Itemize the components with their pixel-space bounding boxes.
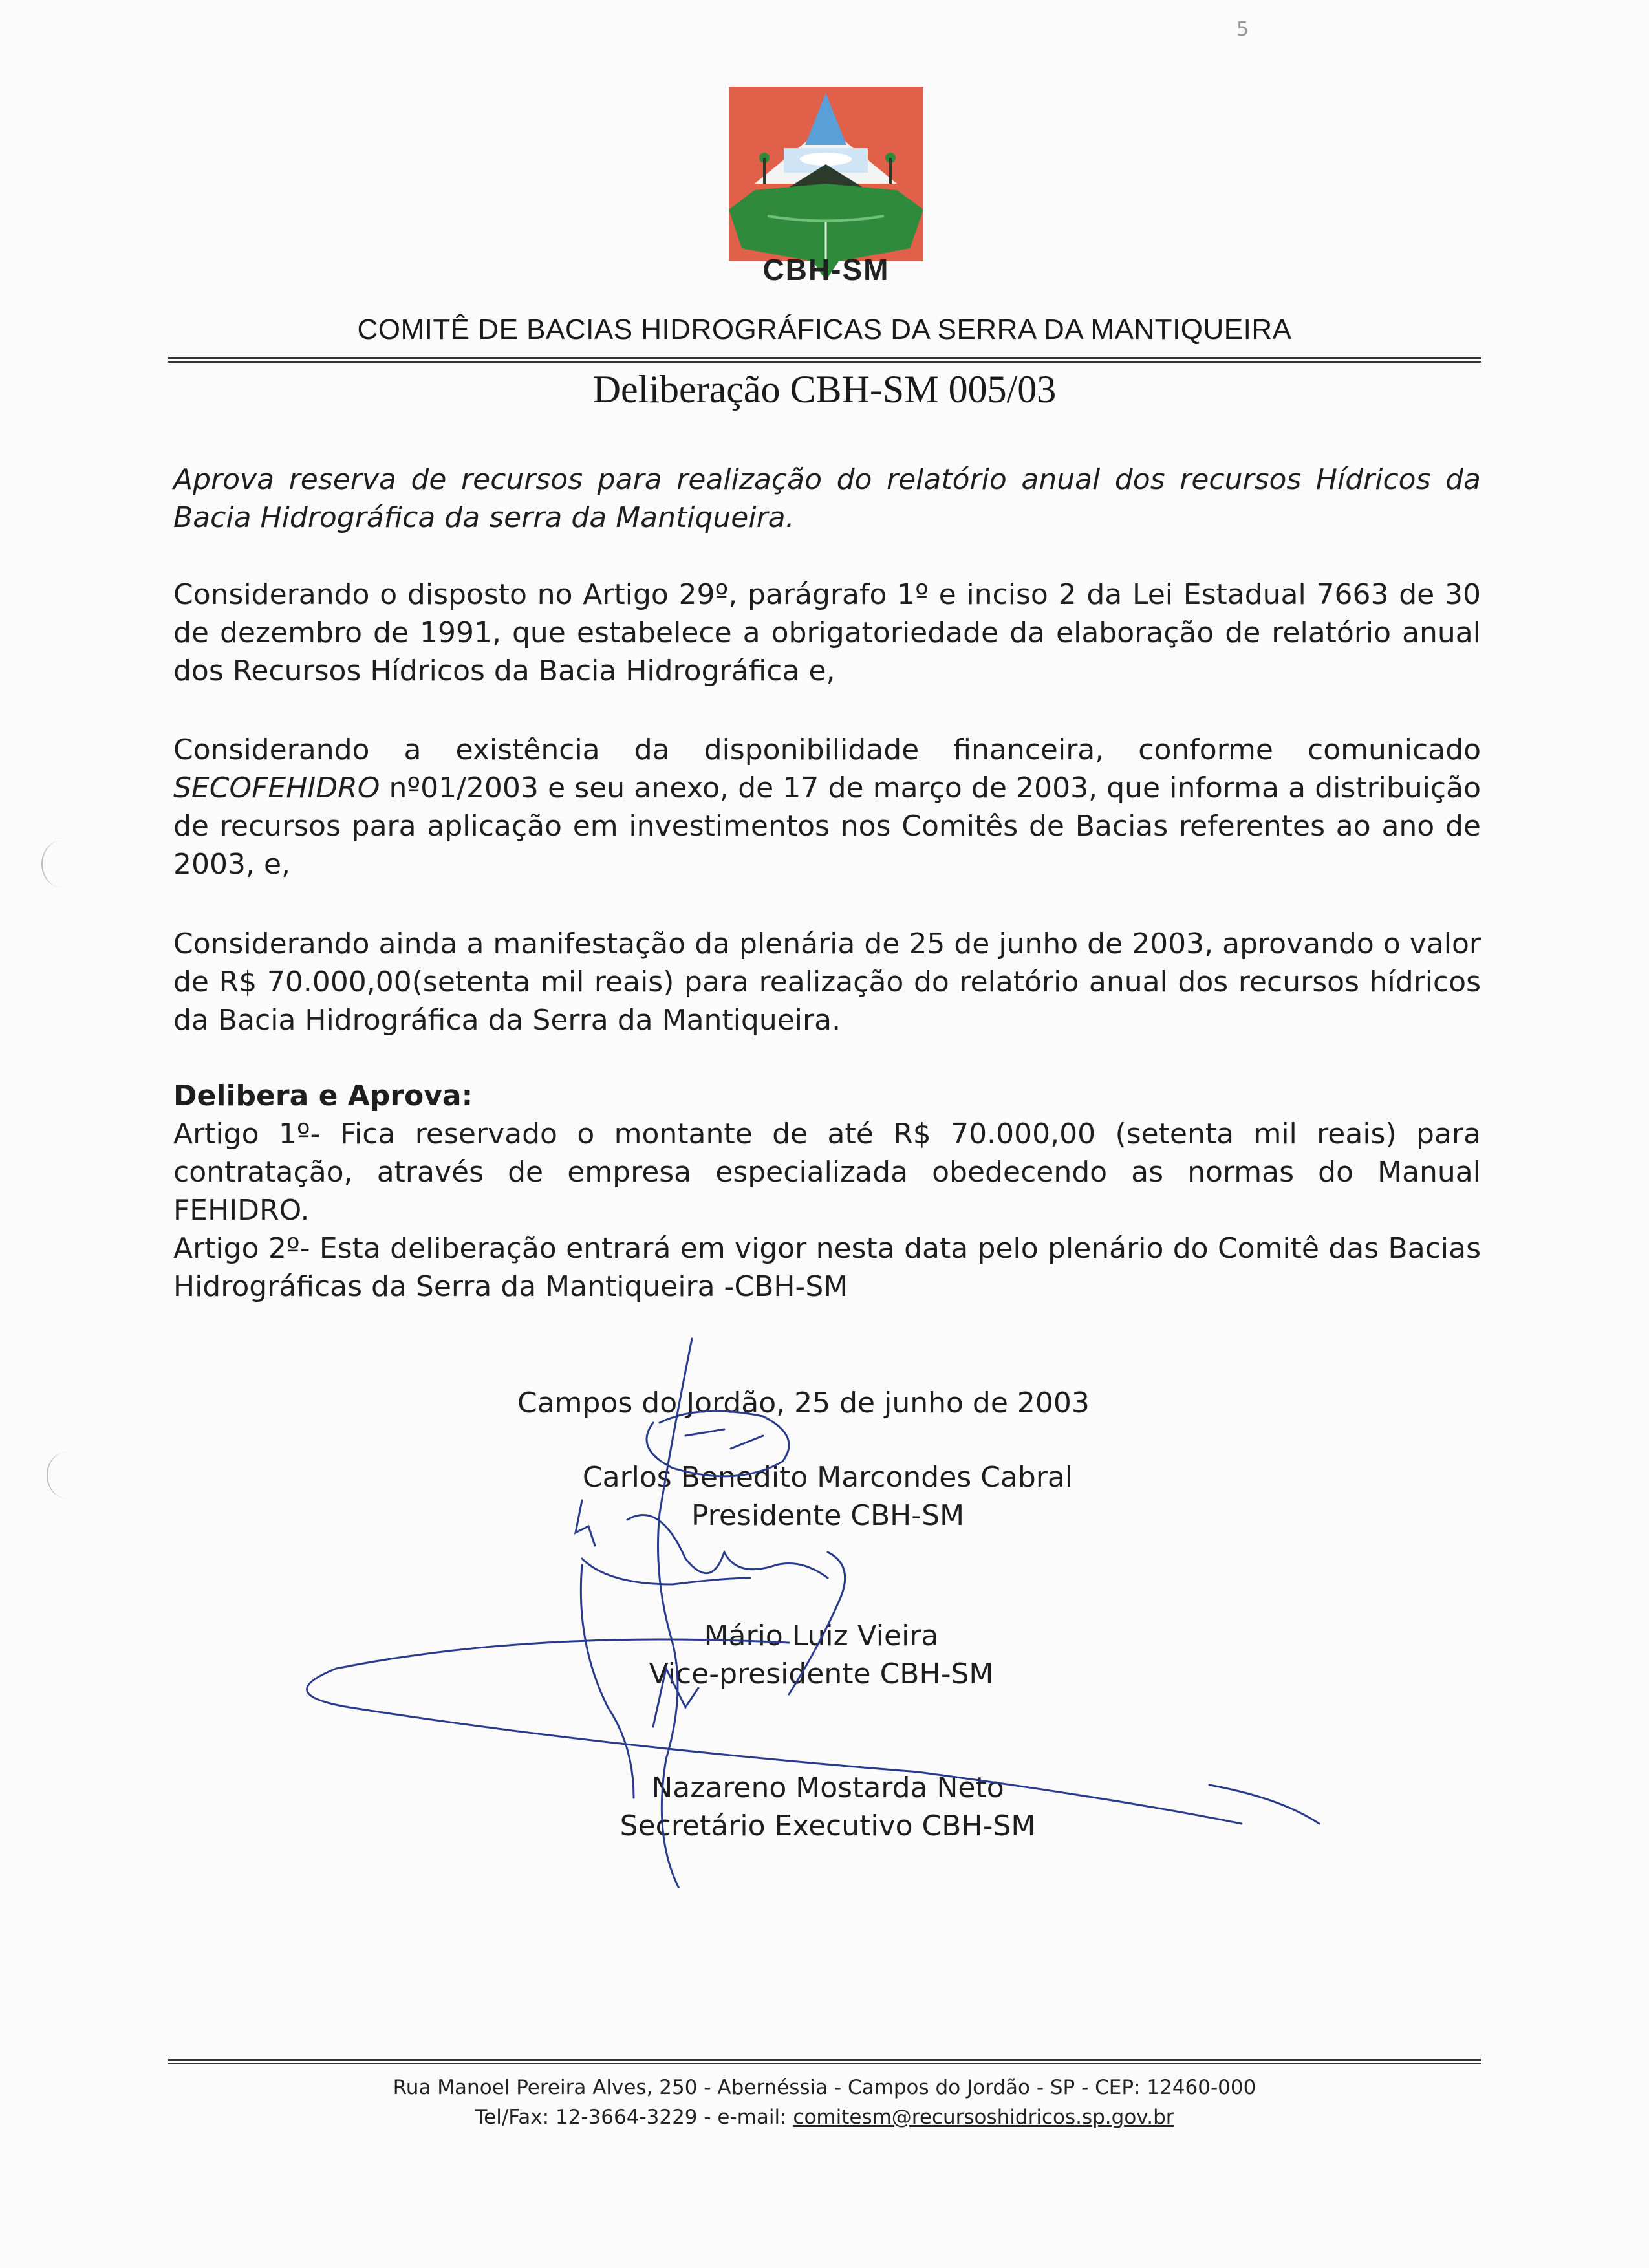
footer (168, 2073, 1481, 2132)
artigo-1: Artigo 1º- Fica reservado o montante de até R$ 70.000,00 (setenta mil reais) para contratação, através de empresa especializada obedecendo as normas do Manual FEHIDRO. (173, 1118, 1481, 1227)
document-title: Deliberação CBH-SM 005/03 (592, 368, 1057, 411)
footer-email-link[interactable]: comitesm@recursoshidricos.sp.gov.br (793, 2106, 1174, 2129)
delibera-section (173, 1077, 1481, 1306)
artigo-2: Artigo 2º- Esta deliberação entrará em vigor nesta data pelo plenário do Comitê das Bacias Hidrográficas da Serra da Mantiqueira -CBH-SM (173, 1232, 1481, 1303)
delibera-heading: Delibera e Aprova: (173, 1079, 473, 1112)
signatory-name: Mário Luiz Vieira (704, 1619, 939, 1652)
committee-name: COMITÊ DE BACIAS HIDROGRÁFICAS DA SERRA DA MANTIQUEIRA (357, 314, 1292, 345)
punch-hole (47, 1452, 87, 1498)
considerando-1: Considerando o disposto no Artigo 29º, parágrafo 1º e inciso 2 da Lei Estadual 7663 de 30 de dezembro de 1991, que estabelece a obrigatoriedade da elaboração de relatório anual dos Recursos Hídricos da Bacia Hidrográfica e, (173, 578, 1481, 687)
considerando-2-end: nº01/2003 e seu anexo, de 17 de março de 2003, que informa a distribuição de recursos para aplicação em investimentos nos Comitês de Bacias referentes ao ano de 2003, e, (173, 772, 1481, 881)
secofehidro-ref: SECOFEHIDRO (173, 772, 380, 805)
signatory-role: Vice-presidente CBH-SM (649, 1658, 994, 1690)
footer-rule (168, 2057, 1481, 2064)
handwritten-signatures (272, 1306, 1436, 1888)
place-date: Campos do Jordão, 25 de junho de 2003 (517, 1387, 1090, 1420)
footer-address: Rua Manoel Pereira Alves, 250 - Abernéssia - Campos do Jordão - SP - CEP: 12460-000 (393, 2076, 1256, 2099)
signatory-role: Secretário Executivo CBH-SM (620, 1809, 1036, 1842)
signatory-name: Carlos Benedito Marcondes Cabral (582, 1461, 1073, 1494)
footer-phone: Tel/Fax: 12-3664-3229 - e-mail: (475, 2106, 793, 2129)
punch-hole (41, 841, 81, 887)
ementa: Aprova reserva de recursos para realização do relatório anual dos recursos Hídricos da Bacia Hidrográfica da serra da Mantiqueira. (173, 463, 1481, 534)
signatory-name: Nazareno Mostarda Neto (651, 1771, 1004, 1804)
signatory-role: Presidente CBH-SM (691, 1499, 965, 1532)
logo-text: CBH-SM (762, 253, 890, 286)
page-number: 5 (1236, 18, 1249, 41)
considerando-2-start: Considerando a existência da disponibilidade financeira, conforme comunicado (173, 733, 1481, 766)
considerando-3: Considerando ainda a manifestação da plenária de 25 de junho de 2003, aprovando o valor de R$ 70.000,00(setenta mil reais) para realização do relatório anual dos recursos hídricos da Bacia Hidrográfica da Serra da Mantiqueira. (173, 927, 1481, 1037)
header-rule (168, 356, 1481, 363)
considerando-2 (173, 731, 1481, 883)
footer-contact (168, 2102, 1481, 2132)
